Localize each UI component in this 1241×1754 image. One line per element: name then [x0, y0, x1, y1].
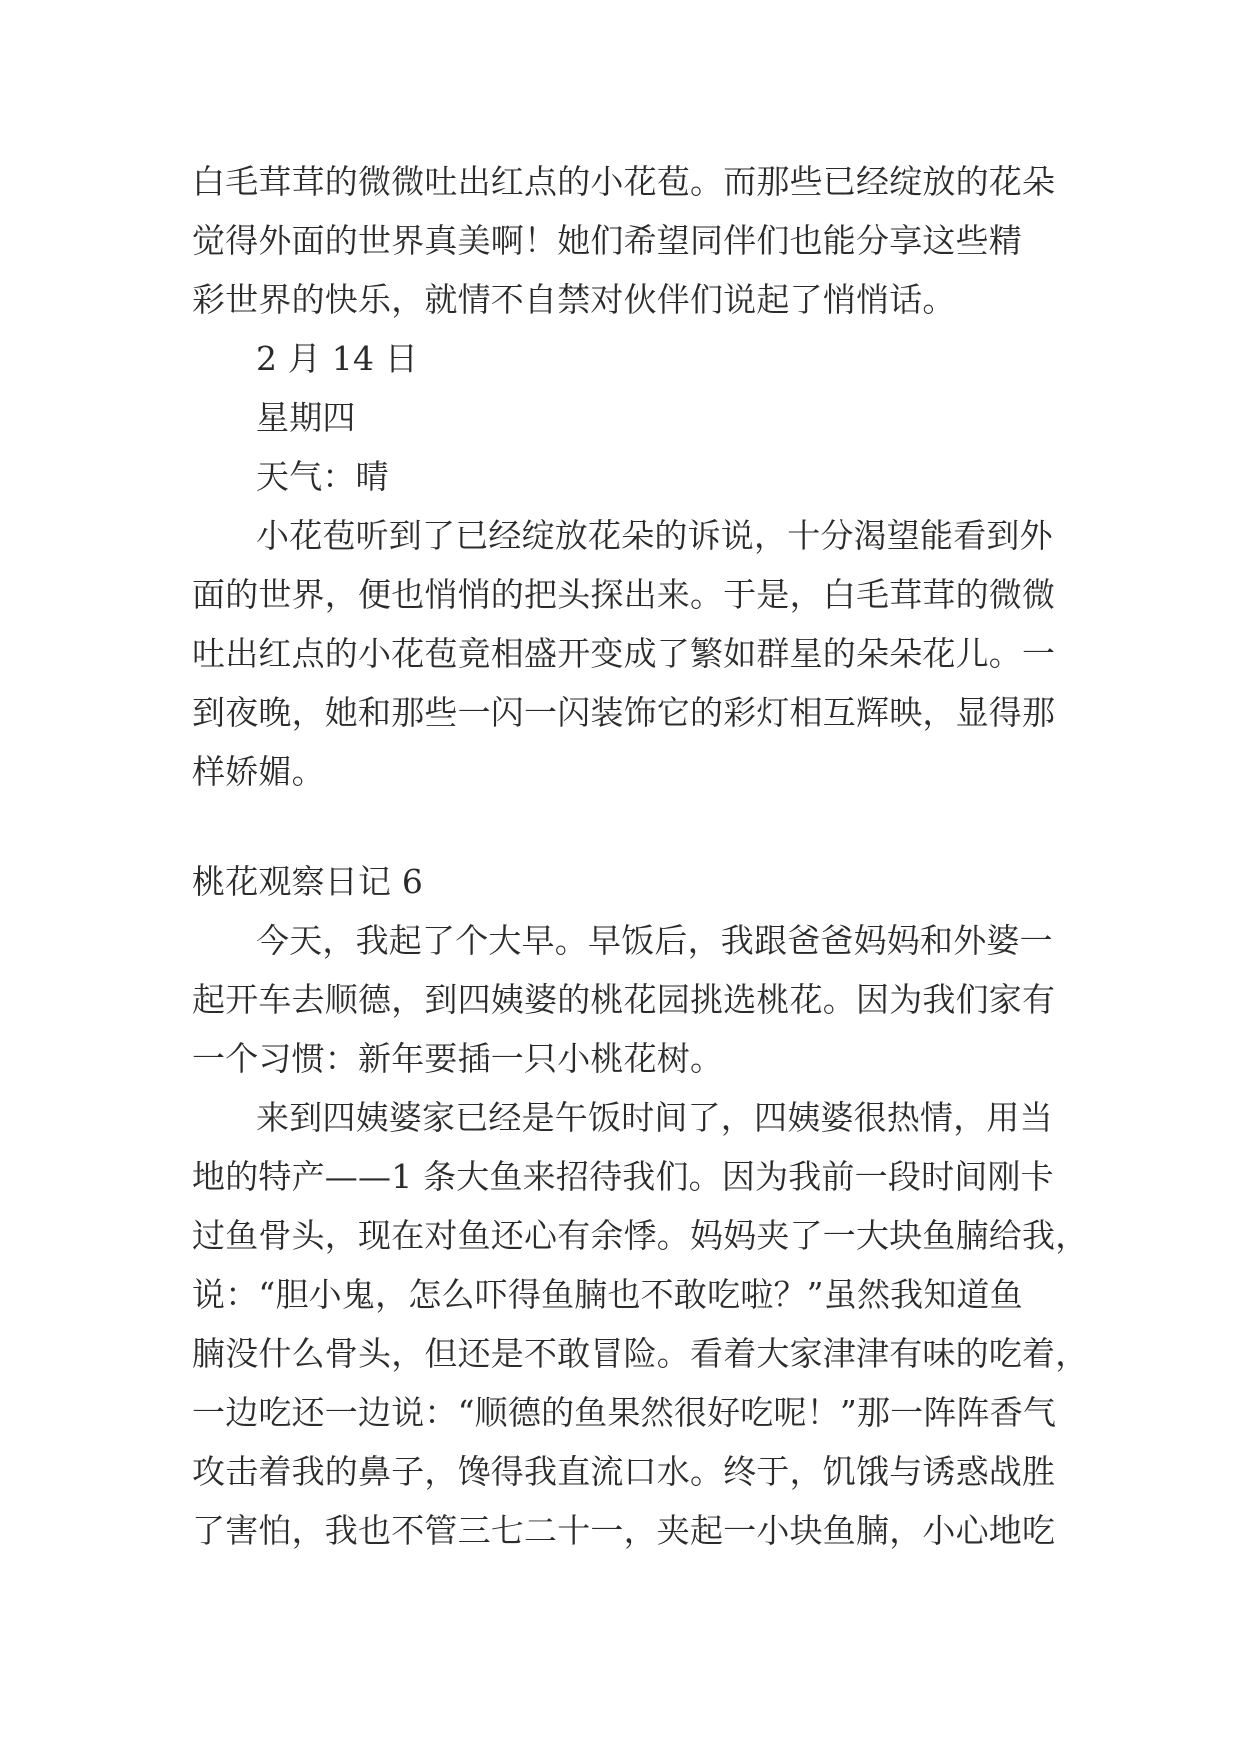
text-line: 攻击着我的鼻子，馋得我直流口水。终于，饥饿与诱惑战胜 — [192, 1452, 1056, 1491]
diary-weekday: 星期四 — [256, 398, 356, 437]
text-line: 觉得外面的世界真美啊！她们希望同伴们也能分享这些精 — [192, 221, 1022, 260]
text-line: 一边吃还一边说：“顺德的鱼果然很好吃呢！”那一阵阵香气 — [192, 1393, 1057, 1432]
text-line: 白毛茸茸的微微吐出红点的小花苞。而那些已经绽放的花朵 — [192, 162, 1056, 201]
paragraph-morning — [192, 911, 1056, 1088]
text-line: 一个习惯：新年要插一只小桃花树。 — [192, 1039, 724, 1078]
text-line: 说：“胆小鬼，怎么吓得鱼腩也不敢吃啦？”虽然我知道鱼 — [192, 1275, 1023, 1314]
paragraph-flower-buds — [192, 506, 1056, 801]
text-line: 起开车去顺德，到四姨婆的桃花园挑选桃花。因为我们家有 — [192, 980, 1056, 1019]
text-line: 今天，我起了个大早。早饭后，我跟爸爸妈妈和外婆一 — [256, 921, 1053, 960]
text-line: 腩没什么骨头，但还是不敢冒险。看着大家津津有味的吃着， — [192, 1334, 1089, 1373]
text-line: 样娇媚。 — [192, 752, 325, 791]
text-line: 彩世界的快乐，就情不自禁对伙伴们说起了悄悄话。 — [192, 280, 956, 319]
paragraph-lunch — [192, 1088, 1089, 1560]
paragraph-continuation — [192, 152, 1056, 329]
text-line: 到夜晚，她和那些一闪一闪装饰它的彩灯相互辉映，显得那 — [192, 693, 1056, 732]
text-line: 小花苞听到了已经绽放花朵的诉说，十分渴望能看到外 — [256, 516, 1053, 555]
text-line: 来到四姨婆家已经是午饭时间了，四姨婆很热情，用当 — [256, 1098, 1053, 1137]
diary-weather: 天气：晴 — [256, 457, 389, 496]
text-line: 了害怕，我也不管三七二十一，夹起一小块鱼腩，小心地吃 — [192, 1511, 1056, 1550]
text-line: 过鱼骨头，现在对鱼还心有余悸。妈妈夹了一大块鱼腩给我， — [192, 1216, 1089, 1255]
text-line: 面的世界，便也悄悄的把头探出来。于是，白毛茸茸的微微 — [192, 575, 1056, 614]
text-line: 地的特产——1 条大鱼来招待我们。因为我前一段时间刚卡 — [192, 1157, 1054, 1196]
section-heading — [192, 852, 1052, 911]
diary-date: 2 月 14 日 — [256, 339, 419, 378]
diary-header — [192, 329, 1052, 506]
section-title: 桃花观察日记 6 — [192, 862, 424, 901]
text-line: 吐出红点的小花苞竟相盛开变成了繁如群星的朵朵花儿。一 — [192, 634, 1056, 673]
